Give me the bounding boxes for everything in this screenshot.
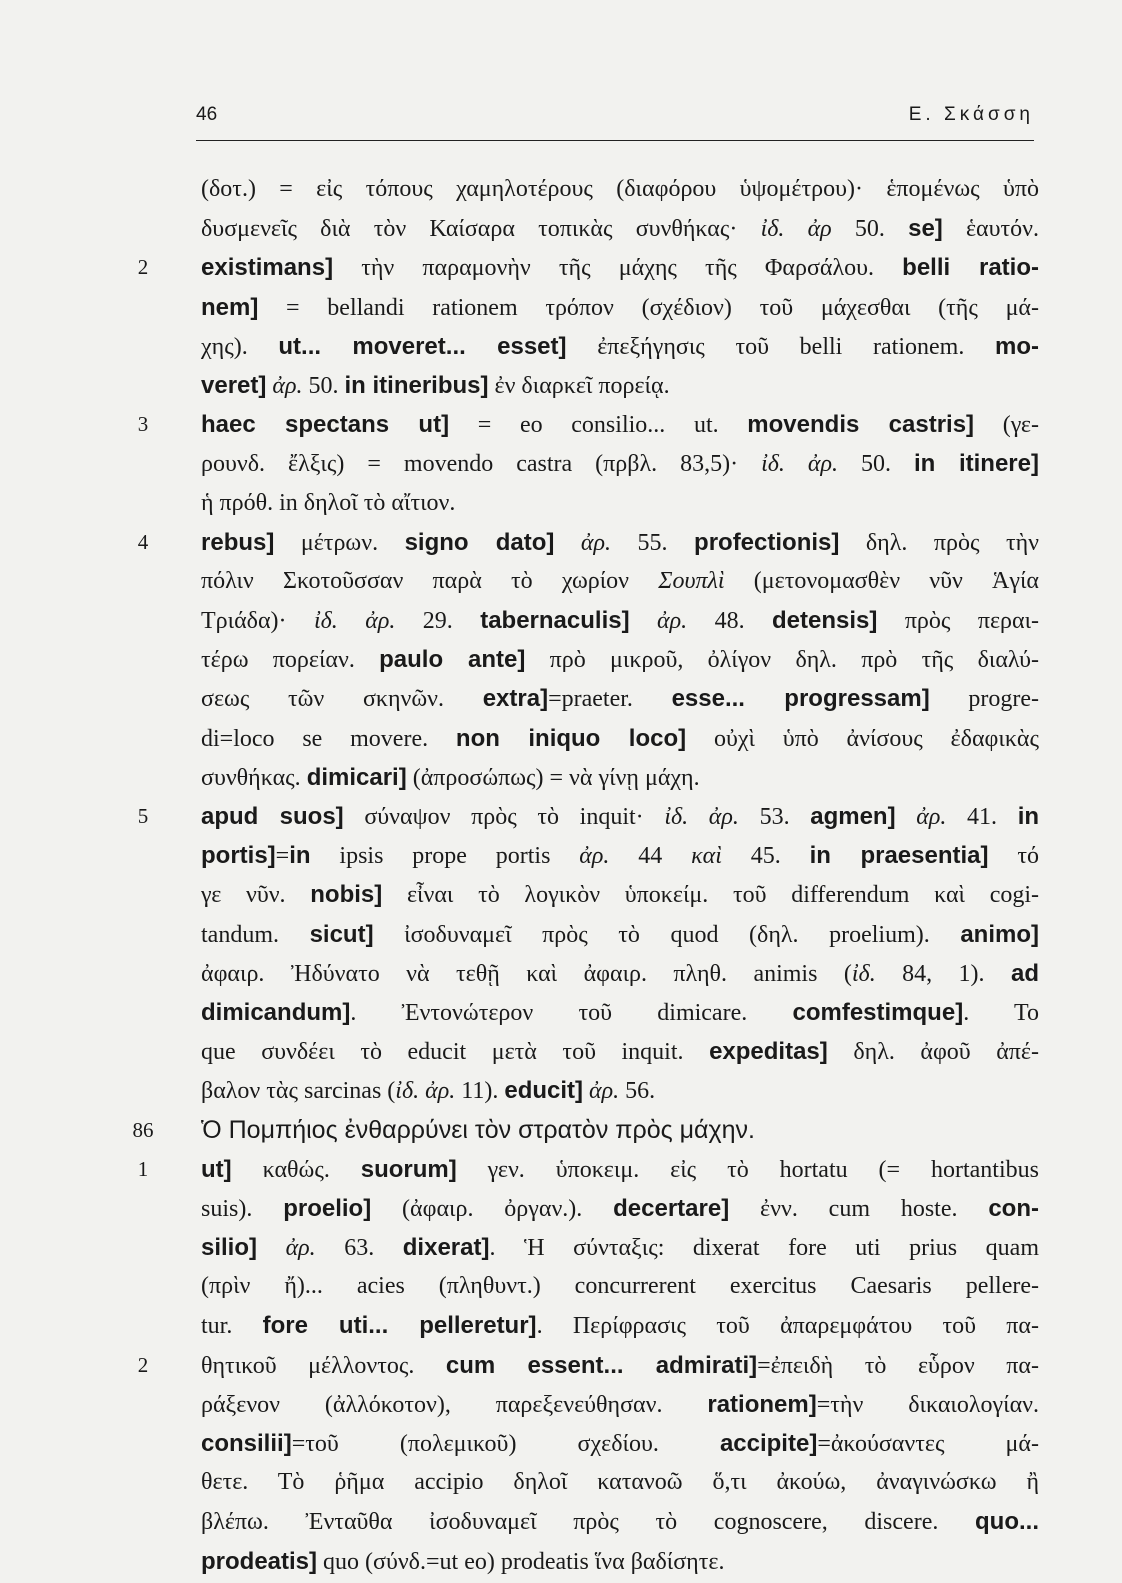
text-run: =	[275, 843, 290, 870]
text-run: ipsis prope portis	[310, 843, 580, 870]
italic-text: ἰδ. ἀρ.	[395, 1078, 456, 1105]
text-run: τό	[988, 843, 1039, 870]
italic-text: ἰδ. ἀρ.	[664, 804, 739, 830]
line-text	[201, 838, 1039, 874]
text-line	[0, 290, 1122, 329]
text-line	[0, 486, 1122, 525]
text-run: πρὸ μικροῦ, ὀλίγον δηλ. πρὸ τῆς διαλύ-	[525, 647, 1039, 674]
text-line	[0, 1504, 1122, 1543]
text-line	[0, 1230, 1122, 1269]
text-run: πόλιν Σκοτοῦσσαν παρὰ τὸ χωρίον	[201, 567, 659, 594]
lemma: movendis castris]	[747, 411, 975, 439]
lemma: silio]	[201, 1234, 258, 1262]
italic-text: ἀρ.	[589, 1078, 620, 1105]
lemma: in	[1017, 803, 1039, 830]
text-run: θετε. Τὸ ῥῆμα accipio δηλοῖ κατανοῶ ὅ,τι ἀκούω, ἀναγινώσκω ἢ	[201, 1469, 1039, 1496]
line-text	[201, 917, 1039, 953]
line-number: 86	[132, 1117, 154, 1142]
text-line	[0, 368, 1122, 407]
text-run: ἀφαιρ. Ἠδύνατο νὰ τεθῇ καὶ ἀφαιρ. πληθ. animis (	[201, 960, 852, 987]
lemma: in praesentia]	[809, 842, 989, 870]
text-line	[0, 407, 1122, 446]
text-run: γε νῦν.	[201, 882, 311, 909]
text-run: ἑαυτόν.	[942, 216, 1039, 243]
lemma: decertare]	[613, 1194, 730, 1222]
text-run: 50.	[831, 216, 909, 243]
lemma: detensis]	[772, 607, 878, 635]
line-text	[201, 681, 1039, 717]
line-text	[201, 1348, 1039, 1384]
line-text	[201, 642, 1039, 678]
text-line	[0, 564, 1122, 603]
section-heading-row	[0, 1113, 1122, 1152]
italic-text: ἀρ.	[916, 804, 947, 830]
page-header	[196, 100, 1034, 141]
line-number: 1	[137, 1156, 149, 1181]
text-run: γεν. ὑποκειμ. εἰς τὸ hortatu (= hortantibus	[456, 1156, 1039, 1183]
lemma: ut... moveret... esset]	[278, 332, 567, 360]
line-text	[201, 446, 1039, 482]
text-run: 41.	[946, 804, 1018, 830]
text-run: (ἀφαιρ. ὀργαν.).	[371, 1195, 614, 1222]
text-run: di=loco se movere.	[201, 725, 456, 752]
text-run: δηλ. πρὸς τὴν	[839, 529, 1039, 556]
line-text	[201, 1504, 1039, 1540]
text-run: suis).	[201, 1195, 284, 1222]
text-run: =ἐπειδὴ τὸ εὗρον πα-	[757, 1352, 1039, 1379]
text-run: =praeter.	[548, 686, 672, 713]
page-number: 46	[196, 104, 218, 125]
text-run: = bellandi rationem τρόπον (σχέδιον) τοῦ μάχεσθαι (τῆς μά-	[258, 294, 1039, 321]
text-line	[0, 172, 1122, 211]
text-run: χης).	[201, 333, 279, 360]
commentary-text	[0, 172, 1122, 1583]
text-line	[0, 1308, 1122, 1347]
line-text	[201, 1269, 1039, 1304]
lemma: sicut]	[309, 920, 374, 948]
text-run: δυσμενεῖς διὰ τὸν Καίσαρα τοπικὰς συνθήκας·	[201, 216, 761, 243]
italic-text: ἀρ.	[657, 608, 688, 635]
text-run: (μετονομασθὲν νῦν Ἁγία	[724, 567, 1039, 594]
text-run: 50.	[838, 451, 914, 478]
text-run: ἐν διαρκεῖ πορείᾳ.	[488, 372, 670, 399]
text-line	[0, 877, 1122, 916]
text-run: 63.	[315, 1235, 403, 1262]
lemma: existimans]	[201, 254, 334, 282]
lemma: extra]	[482, 685, 549, 713]
line-text	[201, 1191, 1039, 1227]
text-run: 50.	[302, 372, 345, 399]
italic-text: ἀρ.	[285, 1235, 316, 1262]
text-run: βλέπω. Ἐνταῦθα ἰσοδυναμεῖ πρὸς τὸ cognoscere, discere.	[201, 1509, 976, 1536]
line-text	[201, 1387, 1039, 1423]
text-line	[0, 760, 1122, 799]
text-run: 56.	[619, 1078, 656, 1105]
line-number: 2	[137, 1352, 149, 1377]
text-run: ρουνδ. ἔλξις) = movendo castra (πρβλ. 83,5)·	[201, 451, 762, 478]
italic-text: ἀρ.	[580, 529, 612, 556]
lemma: fore uti... pelleretur]	[262, 1312, 537, 1340]
text-run: = eo consilio... ut.	[449, 412, 748, 439]
text-run	[554, 530, 581, 556]
text-run: 45.	[721, 843, 810, 870]
line-text	[201, 290, 1039, 326]
text-run: (δοτ.) = εἰς τόπους χαμηλοτέρους (διαφόρου ὑψομέτρου)· ἑπομένως ὑπὸ	[201, 176, 1039, 202]
text-run: ράξενον (ἀλλόκοτον), παρεξενεύθησαν.	[201, 1391, 708, 1418]
text-run: καθώς.	[231, 1156, 361, 1183]
lemma: accipite]	[719, 1430, 818, 1457]
text-line	[0, 1269, 1122, 1308]
lemma: in itineribus]	[344, 371, 489, 399]
text-run: (γε-	[974, 412, 1039, 439]
text-line	[0, 1034, 1122, 1073]
text-run: 55.	[611, 529, 695, 556]
lemma: dixerat]	[402, 1234, 490, 1262]
text-run: =ἀκούσαντες μά-	[817, 1431, 1039, 1457]
line-text	[201, 329, 1039, 365]
line-text	[201, 995, 1039, 1031]
lemma: in itinere]	[913, 450, 1039, 478]
lemma: portis]	[201, 842, 276, 870]
italic-text: καὶ	[691, 843, 722, 870]
text-run: πρὸς περαι-	[877, 608, 1039, 635]
italic-text: ἰδ. ἀρ	[760, 216, 832, 243]
text-run: σεως τῶν σκηνῶν.	[201, 686, 483, 713]
text-run: σύναψον πρὸς τὸ inquit·	[343, 804, 665, 830]
text-run: . To	[963, 999, 1039, 1026]
lemma: quo...	[975, 1508, 1039, 1536]
line-text	[201, 603, 1039, 639]
text-run: 84, 1).	[875, 960, 1011, 987]
lemma: signo dato]	[404, 528, 555, 556]
text-line	[0, 211, 1122, 250]
lemma: mo-	[995, 332, 1039, 360]
lemma: consilii]	[201, 1430, 292, 1457]
line-text	[201, 525, 1039, 561]
lemma: nem]	[201, 293, 259, 321]
text-line	[0, 446, 1122, 485]
text-run	[630, 608, 657, 634]
text-line	[0, 1152, 1122, 1191]
line-text	[201, 368, 1039, 404]
text-line	[0, 1544, 1122, 1583]
lemma: dimicari]	[306, 763, 407, 791]
italic-text: ἰδ. ἀρ.	[313, 608, 396, 635]
line-text	[201, 1308, 1039, 1344]
text-run: que συνδέει τὸ educit μετὰ τοῦ inquit.	[201, 1039, 710, 1066]
text-run: . Ἡ σύνταξις: dixerat fore uti prius quam	[489, 1235, 1039, 1262]
text-run: βαλον τὰς sarcinas (	[201, 1078, 396, 1105]
text-run: (ἀπροσώπως) = νὰ γίνῃ μάχη.	[406, 764, 700, 791]
lemma: comfestimque]	[792, 998, 964, 1026]
text-line	[0, 1191, 1122, 1230]
text-run: ἐνν. cum hoste.	[729, 1195, 989, 1222]
text-run: δηλ. ἀφοῦ ἀπέ-	[827, 1039, 1039, 1066]
text-line	[0, 603, 1122, 642]
text-run	[896, 804, 917, 830]
italic-text: ἀρ.	[272, 372, 303, 399]
line-number: 4	[137, 529, 149, 554]
line-text	[201, 1465, 1039, 1500]
lemma: rebus]	[201, 528, 275, 556]
lemma: ut]	[201, 1155, 232, 1183]
lemma: agmen]	[810, 803, 896, 830]
lemma: cum essent... admirati]	[445, 1351, 758, 1379]
text-run: οὐχὶ ὑπὸ ἀνίσους ἐδαφικὰς	[686, 725, 1039, 752]
lemma: tabernaculis]	[480, 607, 630, 635]
text-run: (πρὶν ἤ)... acies (πληθυντ.) concurrerent exercitus Caesaris pellere-	[201, 1273, 1039, 1300]
text-line	[0, 1426, 1122, 1465]
italic-text: Σουπλὶ	[658, 567, 725, 594]
lemma: apud suos]	[201, 803, 344, 830]
text-line	[0, 1387, 1122, 1426]
lemma: expeditas]	[709, 1038, 828, 1066]
line-text	[201, 1230, 1039, 1266]
line-text	[201, 172, 1039, 207]
lemma: ad	[1010, 959, 1039, 987]
text-run: 53.	[738, 804, 811, 830]
text-run: Τριάδα)·	[201, 608, 314, 635]
text-run: θητικοῦ μέλλοντος.	[201, 1352, 446, 1379]
text-run: ἰσοδυναμεῖ πρὸς τὸ quod (δηλ. proelium).	[373, 921, 961, 948]
line-text	[201, 1152, 1039, 1188]
lemma: profectionis]	[694, 528, 840, 556]
text-run: 48.	[687, 608, 773, 635]
text-run: ἡ πρόθ. in δηλοῖ τὸ αἴτιον.	[201, 489, 456, 516]
line-number: 2	[137, 255, 149, 280]
text-run: =τὴν δικαιολογίαν.	[816, 1391, 1039, 1418]
running-title: Ε. Σκάσση	[908, 104, 1034, 125]
line-number: 3	[137, 412, 149, 437]
lemma: prodeatis]	[201, 1547, 318, 1575]
text-line	[0, 838, 1122, 877]
italic-text: ἰδ.	[851, 960, 876, 987]
text-run: progre-	[929, 686, 1039, 713]
text-run	[257, 1235, 286, 1261]
lemma: non iniquo loco]	[455, 724, 687, 752]
text-run: ἐπεξήγησις τοῦ belli rationem.	[566, 333, 996, 360]
line-text	[201, 1544, 1039, 1580]
line-text	[201, 877, 1039, 913]
lemma: in	[289, 842, 311, 870]
lemma: esse... progressam]	[671, 685, 930, 713]
text-run: quo (σύνδ.=ut eo) prodeatis ἵνα βαδίσητε.	[317, 1548, 725, 1575]
lemma: dimicandum]	[201, 998, 351, 1026]
text-line	[0, 525, 1122, 564]
italic-text: ἰδ. ἀρ.	[761, 451, 838, 478]
lemma: belli ratio-	[902, 254, 1039, 282]
lemma: paulo ante]	[379, 646, 526, 674]
line-text	[201, 721, 1039, 757]
text-run: Ὁ Πομπήιος ἐνθαρρύνει τὸν στρατὸν πρὸς μάχην.	[201, 1115, 755, 1144]
text-run: tandum.	[201, 921, 310, 948]
line-text	[201, 760, 1039, 796]
line-number: 5	[137, 804, 149, 828]
lemma: haec spectans ut]	[201, 411, 450, 439]
italic-text: ἀρ.	[579, 843, 610, 870]
line-text	[201, 564, 1039, 599]
text-line	[0, 1348, 1122, 1387]
text-run: μέτρων.	[274, 529, 405, 556]
text-line	[0, 917, 1122, 956]
text-run: =τοῦ (πολεμικοῦ) σχεδίου.	[291, 1431, 720, 1457]
text-run: tur.	[201, 1313, 263, 1340]
line-text	[201, 799, 1039, 835]
text-line	[0, 1465, 1122, 1504]
line-text	[201, 1426, 1039, 1462]
lemma: animo]	[960, 920, 1039, 948]
text-run: . Ἐντονώτερον τοῦ dimicare.	[350, 999, 793, 1026]
text-line	[0, 329, 1122, 368]
lemma: educit]	[504, 1077, 584, 1105]
text-line	[0, 721, 1122, 760]
text-line	[0, 956, 1122, 995]
text-run: τὴν παραμονὴν τῆς μάχης τῆς Φαρσάλου.	[333, 255, 903, 282]
text-run: 11).	[455, 1078, 505, 1105]
lemma: nobis]	[310, 881, 383, 909]
text-line	[0, 995, 1122, 1034]
text-line	[0, 799, 1122, 838]
lemma: veret]	[201, 371, 267, 399]
text-run: συνθήκας.	[201, 764, 307, 791]
lemma: proelio]	[283, 1194, 372, 1222]
text-run: εἶναι τὸ λογικὸν ὑποκείμ. τοῦ differendum καὶ cogi-	[382, 882, 1039, 909]
line-text	[201, 956, 1039, 992]
section-heading	[201, 1113, 1039, 1148]
text-line	[0, 642, 1122, 681]
line-text	[201, 407, 1039, 443]
line-text	[201, 1073, 1039, 1109]
text-run: 29.	[395, 608, 481, 635]
lemma: suorum]	[360, 1155, 457, 1183]
text-run: . Περίφρασις τοῦ ἀπαρεμφάτου τοῦ πα-	[536, 1313, 1039, 1340]
text-line	[0, 1073, 1122, 1112]
text-run: τέρω πορείαν.	[201, 647, 380, 674]
lemma: rationem]	[707, 1390, 817, 1418]
lemma: con-	[988, 1194, 1039, 1222]
line-text	[201, 486, 1039, 521]
lemma: se]	[908, 215, 943, 243]
line-text	[201, 1034, 1039, 1070]
text-run: 44	[609, 843, 692, 870]
line-text	[201, 250, 1039, 286]
text-line	[0, 681, 1122, 720]
line-text	[201, 211, 1039, 247]
text-line	[0, 250, 1122, 289]
